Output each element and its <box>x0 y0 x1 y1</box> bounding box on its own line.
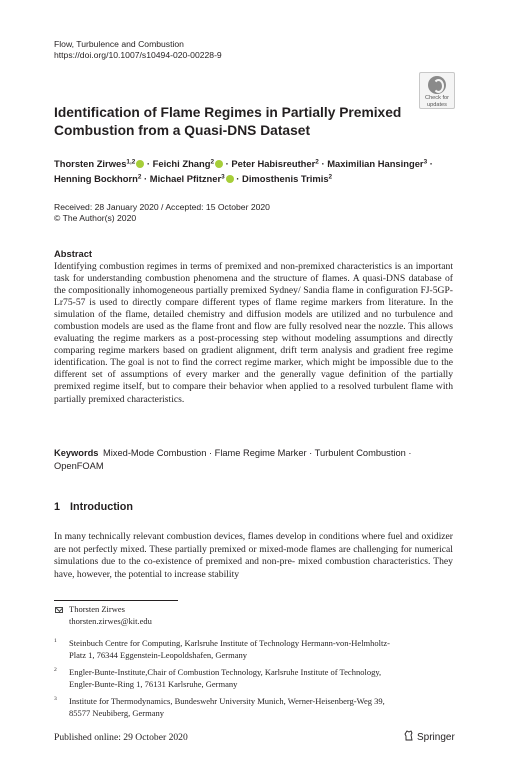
received-accepted: Received: 28 January 2020 / Accepted: 15 October 2020 <box>54 202 270 212</box>
author-separator: · <box>427 158 433 169</box>
keywords-line-1 <box>54 447 453 460</box>
check-updates-label-2: updates <box>427 102 447 108</box>
author-affil-sup: 1,2 <box>126 158 136 166</box>
orcid-icon[interactable] <box>215 160 223 168</box>
affiliation <box>54 638 454 661</box>
abstract-line: of flame regime markers from literature. In the simulation of the flame, detailed chemistry <box>54 297 453 321</box>
footnote-rule <box>54 600 178 601</box>
author-name: Thorsten Zirwes <box>54 158 127 169</box>
author-affil-sup: 2 <box>315 158 319 166</box>
abstract-line: regime markers based on gradient alignment, drift term analysis and gradient free regime <box>98 345 453 357</box>
author-affil-sup: 2 <box>137 173 142 181</box>
author-separator: · <box>223 158 232 169</box>
abstract-line: due to the different set of assumptions of every marker and the generally vague definition <box>54 357 453 381</box>
author-name: Feichi Zhang <box>152 158 211 169</box>
journal-name: Flow, Turbulence and Combustion <box>54 39 184 49</box>
affiliation-line: Engler-Bunte-Institute,Chair of Combustion Technology, Karlsruhe Institute of Technology, <box>69 667 382 677</box>
journal-header <box>54 39 222 61</box>
abstract-line: Sandia flame in configuration FJ-5GP-Lr75-57 is used to directly compare different types <box>54 285 453 309</box>
corresponding-author <box>69 604 152 627</box>
corresponding-email[interactable]: thorsten.zirwes@kit.edu <box>69 615 152 626</box>
paper-title <box>54 104 414 140</box>
affiliation-line: 85577 Neubiberg, Germany <box>69 707 164 718</box>
intro-line: challenging for numerical simulations due to the co-existence of premixed and non-pre- <box>54 543 453 567</box>
author-separator: · <box>144 158 153 169</box>
author-name: Peter Habisreuther <box>231 158 316 169</box>
doi-link[interactable]: https://doi.org/10.1007/s10494-020-00228-9 <box>54 50 222 60</box>
section-heading <box>54 501 133 513</box>
title-line-2: Combustion from a Quasi-DNS Dataset <box>54 123 311 138</box>
author-affil-sup: 3 <box>221 173 225 181</box>
check-for-updates-badge[interactable] <box>419 72 455 109</box>
author-affil-sup: 2 <box>210 158 215 166</box>
abstract-body <box>54 261 453 406</box>
keywords-text-2: OpenFOAM <box>54 460 104 471</box>
publisher-logo <box>404 730 455 743</box>
abstract-line: identification. The goal is not to find the correct regime marker, which might be impossible <box>54 357 412 369</box>
author-affil-sup: 3 <box>423 158 428 166</box>
keywords-label: Keywords <box>54 448 99 458</box>
keywords <box>54 447 453 472</box>
publisher-name: Springer <box>417 732 455 743</box>
affiliation <box>54 696 454 719</box>
affiliation-line: Engler-Bunte-Ring 1, 76131 Karlsruhe, Germany <box>69 678 238 689</box>
springer-horse-icon <box>404 730 414 741</box>
section-title: Introduction <box>70 501 133 513</box>
author-line-1 <box>54 156 454 171</box>
check-updates-label-1: Check for <box>425 95 449 101</box>
author-name: Henning Bockhorn <box>54 173 138 185</box>
article-dates <box>54 202 270 224</box>
corresponding-name: Thorsten Zirwes <box>69 604 125 614</box>
orcid-icon[interactable] <box>226 175 234 183</box>
author-separator: · <box>141 173 150 185</box>
affiliation-number: 2 <box>54 667 57 673</box>
envelope-icon <box>55 607 63 613</box>
abstract-line: resolved turbulent flame with partially premixed characteristics. <box>54 381 453 405</box>
author-affil-sup: 2 <box>328 173 333 181</box>
abstract-line: an important task for understanding combustion phenomena and the structure of flames. <box>54 261 453 285</box>
author-name: Michael Pfitzner <box>149 173 222 185</box>
title-line-1: Identification of Flame Regimes in Partially Premixed <box>54 105 402 120</box>
affiliation-line: Institute for Thermodynamics, Bundeswehr University Munich, Werner-Heisenberg-Weg 39, <box>69 696 385 706</box>
affiliation-number: 3 <box>54 696 57 702</box>
abstract-heading: Abstract <box>54 248 93 259</box>
author-separator: · <box>233 173 243 185</box>
affiliation <box>54 667 454 690</box>
abstract-line: and diffusion models are utilized and no turbulence and combustion models are used as the <box>54 309 453 333</box>
crossmark-icon <box>428 76 446 94</box>
author-list <box>54 156 454 187</box>
author-separator: · <box>318 158 328 169</box>
copyright: © The Author(s) 2020 <box>54 213 137 223</box>
affiliation-line: Platz 1, 76344 Eggenstein-Leopoldshafen, Germany <box>69 649 247 660</box>
author-line-2 <box>54 171 454 186</box>
abstract-line: Identifying combustion regimes in terms of premixed and non-premixed characteristics is <box>54 261 402 272</box>
intro-line: and oxidizer are not perfectly mixed. These partially premixed or mixed-mode flames are <box>54 531 453 555</box>
abstract-line: of the partially premixed regime itself, but to compare their behavior when applied to a <box>54 369 453 393</box>
keywords-text-1: Mixed-Mode Combustion · Flame Regime Marker · Turbulent Combustion · <box>103 448 412 458</box>
intro-line: mixed combustion characteristics. They have, however, the potential to increase stability <box>54 556 453 580</box>
author-name: Dimosthenis Trimis <box>242 173 329 185</box>
intro-line: In many technically relevant combustion devices, flames develop in conditions where fuel <box>54 531 403 542</box>
section-number: 1 <box>54 501 61 513</box>
abstract-line: markers as a post-processing step without modeling assumptions and directly comparing <box>54 333 453 357</box>
published-online: Published online: 29 October 2020 <box>54 732 188 743</box>
author-name: Maximilian Hansinger <box>327 158 424 169</box>
affiliation-line: Steinbuch Centre for Computing, Karlsruhe Institute of Technology Hermann-von-Helmholtz- <box>69 638 390 648</box>
abstract-line: A quasi-DNS database of the compositionally inhomogeneous partially premixed Sydney/ <box>54 273 453 297</box>
affiliation-number: 1 <box>54 638 57 644</box>
abstract-line: flame front and flow are fully resolved near the nozzle. This allows evaluating the regime <box>54 321 453 345</box>
intro-body <box>54 531 453 581</box>
